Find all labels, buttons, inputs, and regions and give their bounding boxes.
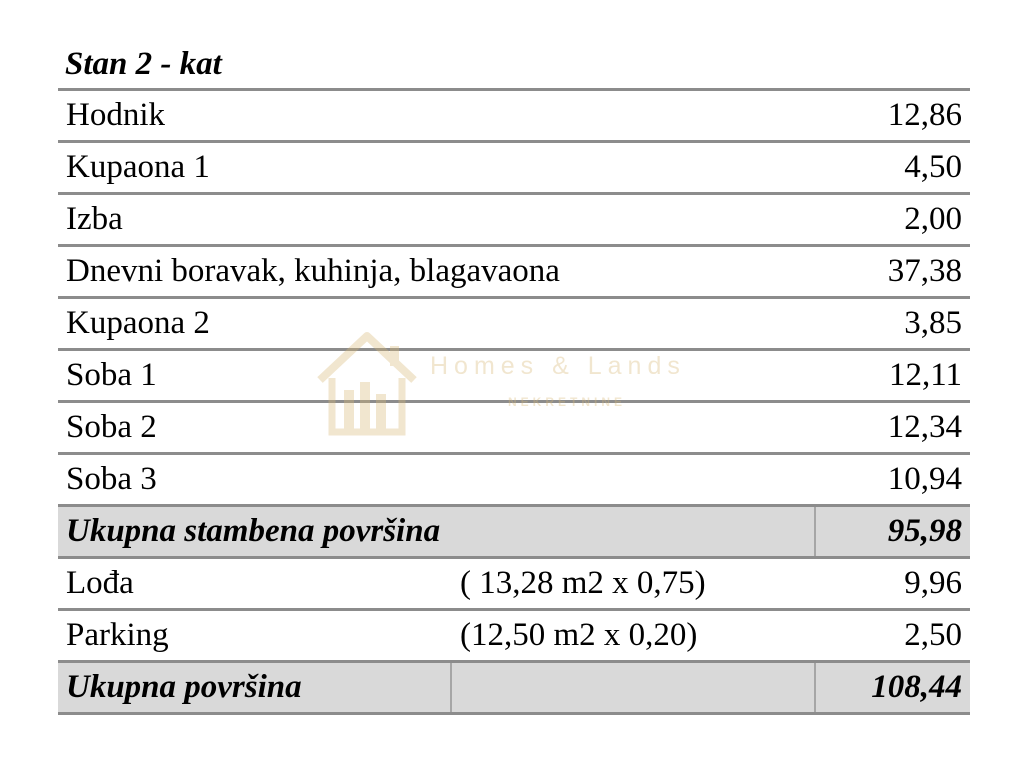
document-title: Stan 2 - kat: [65, 46, 222, 82]
room-area: 9,96: [904, 565, 962, 601]
total-label: Ukupna površina: [66, 669, 302, 705]
room-label: Dnevni boravak, kuhinja, blagavaona: [66, 253, 560, 289]
room-label: Parking: [66, 617, 169, 653]
room-area: 37,38: [887, 253, 962, 289]
room-area: 4,50: [904, 149, 962, 185]
total-area: 108,44: [871, 669, 962, 705]
subtotal-row: [58, 507, 970, 559]
room-label: Kupaona 1: [66, 149, 210, 185]
room-label: Lođa: [66, 565, 134, 601]
table-row: [58, 195, 970, 247]
column-divider: [450, 663, 452, 712]
table-row: [58, 455, 970, 507]
table-row: [58, 403, 970, 455]
room-area: 2,50: [904, 617, 962, 653]
room-area: 2,00: [904, 201, 962, 237]
subtotal-label: Ukupna stambena površina: [66, 513, 441, 549]
room-calc: ( 13,28 m2 x 0,75): [460, 565, 706, 601]
table-row: [58, 559, 970, 611]
room-calc: (12,50 m2 x 0,20): [460, 617, 698, 653]
room-area: 12,34: [887, 409, 962, 445]
table-row: [58, 299, 970, 351]
table-row: [58, 91, 970, 143]
subtotal-area: 95,98: [887, 513, 962, 549]
room-area: 3,85: [904, 305, 962, 341]
table-row: [58, 143, 970, 195]
room-area: 12,86: [887, 97, 962, 133]
room-label: Soba 2: [66, 409, 157, 445]
room-label: Hodnik: [66, 97, 165, 133]
area-table: [58, 88, 970, 715]
table-row: [58, 247, 970, 299]
room-label: Soba 3: [66, 461, 157, 497]
room-area: 12,11: [888, 357, 962, 393]
total-row: [58, 663, 970, 715]
room-label: Izba: [66, 201, 123, 237]
watermark-brand: Homes & Lands: [430, 352, 686, 380]
room-area: 10,94: [887, 461, 962, 497]
watermark-subtitle: NEKRETNINE: [508, 395, 627, 409]
table-row: [58, 611, 970, 663]
column-divider: [814, 507, 816, 556]
room-label: Soba 1: [66, 357, 157, 393]
room-label: Kupaona 2: [66, 305, 210, 341]
column-divider: [814, 663, 816, 712]
table-row: [58, 351, 970, 403]
